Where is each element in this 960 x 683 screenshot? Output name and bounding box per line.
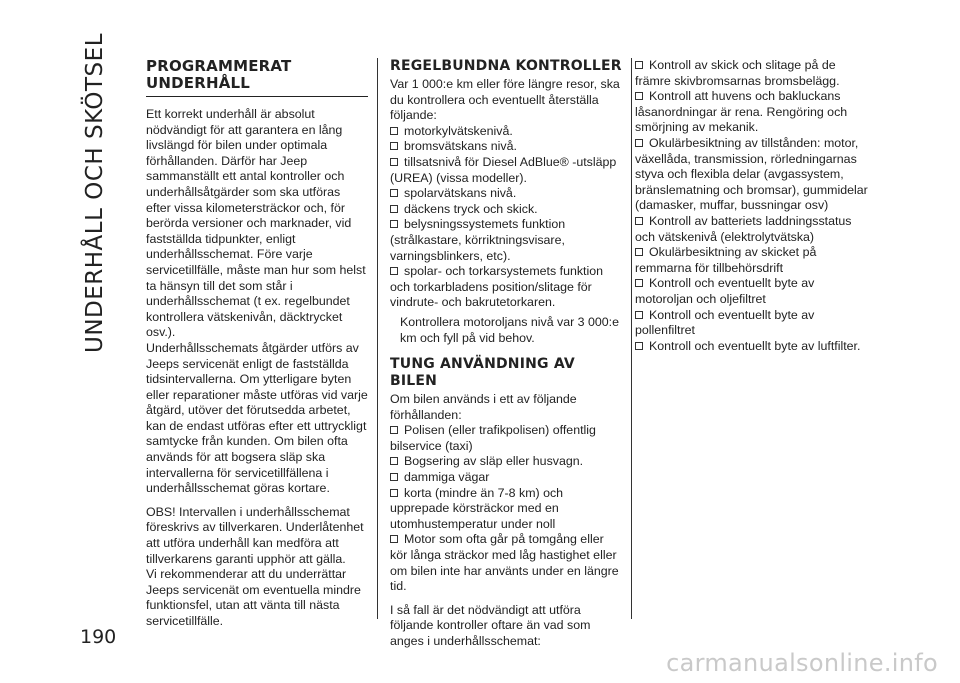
heavy-use-item: dammiga vägar [390, 470, 622, 486]
paragraph-heavy-intro: Om bilen används i ett av följande förhållanden: [390, 392, 577, 422]
check-item: bromsvätskans nivå. [390, 139, 622, 155]
inspection-item: Okulärbesiktning av tillstånden: motor, växellåda, transmission, rörledningarnas styva och flexibla delar (avgassystem, bränslematning och bromsar), gummidelar (damasker, muffar, bussningar osv) [635, 135, 868, 213]
heading-tung-anvandning: TUNG ANVÄNDNING AV BILEN [390, 356, 575, 390]
check-item: belysningssystemets funktion (strålkastare, körriktningsvisare, varningsblinkers, etc). [390, 217, 566, 263]
inspection-item: Kontroll att huvens och bakluckans låsanordningar är rena. Rengöring och smörjning av mekanik. [635, 89, 848, 135]
checkbox-icon [635, 279, 643, 287]
checkbox-icon [390, 535, 398, 543]
check-item: spolarvätskans nivå. [390, 186, 622, 202]
inspection-item: Okulärbesiktning av skicket på remmarna för tillbehörsdrift [635, 245, 817, 275]
checkbox-icon [635, 311, 643, 319]
column-divider-2 [631, 58, 632, 619]
checkbox-icon [635, 248, 643, 256]
heavy-use-item: Motor som ofta går på tomgång eller kör långa sträckor med låg hastighet eller om bilen inte har använts under en längre tid. [390, 532, 619, 594]
inspection-item: Kontroll och eventuellt byte av motoroljan och oljefiltret [635, 276, 815, 306]
check-item: tillsatsnivå för Diesel AdBlue® -utsläpp (UREA) (vissa modeller). [390, 154, 617, 185]
chapter-side-title [78, 32, 112, 354]
inspection-item: Kontroll och eventuellt byte av pollenfiltret [635, 307, 815, 338]
paragraph-intro: Ett korrekt underhåll är absolut nödvändigt för att garantera en lång livslängd för bilen under optimala förhållanden. Därför har Jeep sammanställt ett antal kontroller och underhållsåtgärder som ska utföras efter vissa kilometersträckor och, för berörda versioner och marknader, vid fastställda tidpunkter, enligt underhållsschemat. Före varje servicetillfälle, måste man hur som helst ta hänsyn till det som står i underhållsschemat (t ex. regelbundet kontrollera vätskenivån, däcktrycket osv.). [146, 107, 366, 340]
paragraph-note: OBS! Intervallen i underhållsschemat föreskrivs av tillverkaren. Underlåtenhet att utföra underhåll kan medföra att tillverkarens garanti upphör att gälla. [146, 504, 364, 566]
checkbox-icon [390, 142, 398, 150]
heavy-use-item: korta (mindre än 7-8 km) och upprepade körsträckor med en utomhustemperatur under noll [390, 485, 564, 531]
heading-programmerat-underhall: PROGRAMMERAT UNDERHÅLL [146, 58, 368, 97]
checkbox-icon [390, 489, 398, 497]
checkbox-icon [390, 426, 398, 434]
checkbox-icon [390, 220, 398, 228]
watermark: carmanualsonline.info [666, 649, 938, 677]
paragraph-recommendation: Vi rekommenderar att du underrättar Jeeps servicenät om eventuella mindre funktionsfel, utan att vänta till nästa servicetillfälle. [146, 567, 361, 628]
checkbox-icon [390, 457, 398, 465]
heavy-use-item: Bogsering av släp eller husvagn. [390, 454, 622, 470]
check-item: motorkylvätskenivå. [390, 124, 622, 140]
paragraph-service-network: Underhållsschemats åtgärder utförs av Jeeps servicenät enligt de fastställda tidsintervallerna. Om ytterligare byten eller reparationer måste utföras vid varje åtgärd, utöver det förutsedda arbetet, kan de endast utföras efter ett uttryckligt samtycke från kunden. Om bilen ofta används för att bogsera släp ska intervallerna för servicetillfällena i underhållsschemat göras kortare. [146, 340, 368, 496]
checkbox-icon [635, 342, 643, 350]
heading-regelbundna-kontroller: REGELBUNDNA KONTROLLER [390, 58, 622, 74]
checkbox-icon [635, 217, 643, 225]
column-2 [390, 58, 622, 650]
check-item: spolar- och torkarsystemets funktion och torkarbladens position/slitage för vindrute- och bakrutetorkaren. [390, 264, 604, 310]
checkbox-icon [390, 158, 398, 166]
checkbox-icon [390, 473, 398, 481]
paragraph-checks-intro: Var 1 000:e km eller före längre resor, ska du kontrollera och eventuellt återställa följande: [390, 77, 620, 123]
paragraph-oil-note: Kontrollera motoroljans nivå var 3 000:e km och fyll på vid behov. [400, 314, 620, 345]
checkbox-icon [635, 139, 643, 147]
checkbox-icon [390, 267, 398, 275]
paragraph-outro: I så fall är det nödvändigt att utföra följande kontroller oftare än vad som anges i underhållsschemat: [390, 602, 591, 648]
checkbox-icon [635, 61, 643, 69]
checkbox-icon [390, 189, 398, 197]
column-divider-1 [377, 58, 378, 619]
column-1 [146, 58, 368, 630]
chapter-side-title-text: UNDERHÅLL OCH SKÖTSEL [82, 32, 108, 354]
checkbox-icon [390, 127, 398, 135]
column-3 [635, 58, 870, 354]
inspection-item: Kontroll av batteriets laddningsstatus och vätskenivå (elektrolytvätska) [635, 213, 852, 244]
checkbox-icon [635, 92, 643, 100]
check-item: däckens tryck och skick. [390, 202, 622, 218]
inspection-item: Kontroll och eventuellt byte av luftfilter. [635, 339, 870, 355]
checkbox-icon [390, 205, 398, 213]
page-number: 190 [80, 626, 117, 648]
heavy-use-item: Polisen (eller trafikpolisen) offentlig bilservice (taxi) [390, 423, 596, 453]
inspection-item: Kontroll av skick och slitage på de främre skivbromsarnas bromsbelägg. [635, 58, 840, 88]
